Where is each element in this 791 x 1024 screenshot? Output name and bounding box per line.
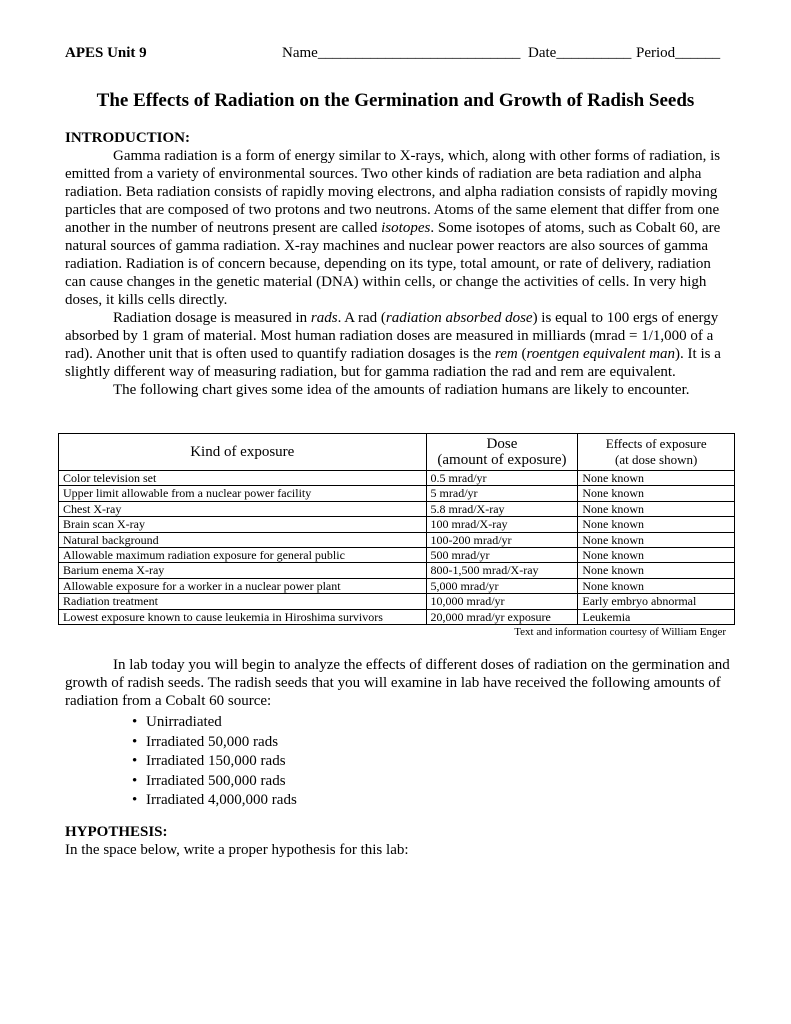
dose-cell: 100 mrad/X-ray xyxy=(426,517,578,532)
effect-cell: None known xyxy=(578,471,735,486)
effects-header-line2: (at dose shown) xyxy=(615,452,698,467)
intro-p2-c: ) is equal to 100 ergs of energy absorbed by 1 gram of material. Most human radiation doses are measured in milliards (mrad = 1/1,000 of a rad). Another unit that is often used to quantify radiation dosages is the xyxy=(65,310,719,362)
intro-paragraph-3: The following chart gives some idea of the amounts of radiation humans are likely to encounter. xyxy=(113,382,690,398)
effect-cell: Early embryo abnormal xyxy=(578,594,735,609)
kind-cell: Allowable exposure for a worker in a nuclear power plant xyxy=(59,578,427,593)
hypothesis-section xyxy=(65,823,730,859)
kind-cell: Natural background xyxy=(59,532,427,547)
introduction-heading: INTRODUCTION: xyxy=(65,130,191,146)
kind-cell: Color television set xyxy=(59,471,427,486)
kind-cell: Radiation treatment xyxy=(59,594,427,609)
dose-cell: 20,000 mrad/yr exposure xyxy=(426,609,578,624)
dose-cell: 5 mrad/yr xyxy=(426,486,578,501)
isotopes-term: isotopes xyxy=(381,220,431,236)
dose-cell: 500 mrad/yr xyxy=(426,548,578,563)
table-row xyxy=(59,471,735,486)
effect-cell: None known xyxy=(578,501,735,516)
dose-cell: 5,000 mrad/yr xyxy=(426,578,578,593)
dose-header-line1: Dose xyxy=(486,436,518,452)
intro-p1-end: . Some isotopes of atoms, such as Cobalt 60, are natural sources of gamma radiation. X-ray machines and nuclear power reactors are also sources of gamma radiation. Radiation is of concern because, depending on its type, total amount, or rate of delivery, radiation can cause changes in the genetic material (DNA) within cells, or change the activities of cells. In very high doses, it kills cells directly. xyxy=(65,220,721,308)
effect-cell: None known xyxy=(578,563,735,578)
effect-cell: None known xyxy=(578,517,735,532)
introduction-section xyxy=(65,129,730,399)
list-item: • Irradiated 500,000 rads xyxy=(130,772,730,792)
name-field: Name___________________________ xyxy=(282,45,521,61)
kind-cell: Chest X-ray xyxy=(59,501,427,516)
kind-cell: Lowest exposure known to cause leukemia in Hiroshima survivors xyxy=(59,609,427,624)
intro-paragraph-2 xyxy=(65,309,730,381)
effect-cell: Leukemia xyxy=(578,609,735,624)
intro-p2-e: ). It is a slightly different way of measuring radiation, but for gamma radiation the rad and rem are equivalent. xyxy=(65,346,721,380)
intro-p2-b: . A rad ( xyxy=(337,310,386,326)
dose-cell: 10,000 mrad/yr xyxy=(426,594,578,609)
effect-cell: None known xyxy=(578,532,735,547)
effect-cell: None known xyxy=(578,486,735,501)
table-row xyxy=(59,594,735,609)
kind-header: Kind of exposure xyxy=(59,434,427,471)
hypothesis-instruction: In the space below, write a proper hypothesis for this lab: xyxy=(65,842,409,858)
intro-p2-a: Radiation dosage is measured in xyxy=(113,310,308,326)
effects-header-line1: Effects of exposure xyxy=(605,436,707,451)
table-row xyxy=(59,563,735,578)
lab-paragraph: In lab today you will begin to analyze the effects of different doses of radiation on the germination and growth of radish seeds. The radish seeds that you will examine in lab have received the following amounts of radiation from a Cobalt 60 source: xyxy=(65,657,730,709)
radiation-exposure-table xyxy=(58,433,735,625)
kind-cell: Upper limit allowable from a nuclear power facility xyxy=(59,486,427,501)
dose-cell: 5.8 mrad/X-ray xyxy=(426,501,578,516)
dose-header xyxy=(426,434,578,471)
dose-header-line2: (amount of exposure) xyxy=(437,452,567,468)
dose-list xyxy=(65,713,730,811)
list-item: • Irradiated 50,000 rads xyxy=(130,733,730,753)
rem-definition: roentgen equivalent man xyxy=(526,346,676,362)
table-row xyxy=(59,578,735,593)
intro-p2-d: ( xyxy=(521,346,527,362)
intro-p1-text: Gamma radiation is a form of energy similar to X-rays, which, along with other forms of radiation, is emitted from a variety of environmental sources. Two other kinds of radiation are beta radiation and alpha radiation. Beta radiation consists of rapidly moving electrons, and alpha radiation consists of rapidly moving particles that are composed of two protons and two neutrons. Atoms of the same element that differ from one another in the number of neutrons present are called xyxy=(65,148,721,236)
dose-cell: 0.5 mrad/yr xyxy=(426,471,578,486)
kind-cell: Brain scan X-ray xyxy=(59,517,427,532)
table-row xyxy=(59,609,735,624)
table-row xyxy=(59,532,735,547)
list-item: • Irradiated 4,000,000 rads xyxy=(130,791,730,811)
kind-cell: Allowable maximum radiation exposure for general public xyxy=(59,548,427,563)
unit-label: APES Unit 9 xyxy=(65,45,147,61)
rads-term: rads xyxy=(310,310,338,326)
effects-header xyxy=(578,434,735,471)
hypothesis-heading: HYPOTHESIS: xyxy=(65,824,168,840)
rad-definition: radiation absorbed dose xyxy=(385,310,533,326)
table-credit: Text and information courtesy of William Enger xyxy=(514,626,726,638)
effect-cell: None known xyxy=(578,578,735,593)
lab-section xyxy=(65,656,730,811)
rem-term: rem xyxy=(494,346,518,362)
table-header-row xyxy=(59,434,735,471)
kind-cell: Barium enema X-ray xyxy=(59,563,427,578)
dose-cell: 800-1,500 mrad/X-ray xyxy=(426,563,578,578)
period-field: Period______ xyxy=(636,45,721,61)
table-row xyxy=(59,548,735,563)
list-item: • Unirradiated xyxy=(130,713,730,733)
intro-paragraph-1 xyxy=(65,147,730,309)
dose-cell: 100-200 mrad/yr xyxy=(426,532,578,547)
table-row xyxy=(59,486,735,501)
list-item: • Irradiated 150,000 rads xyxy=(130,752,730,772)
worksheet-header xyxy=(65,45,727,67)
effect-cell: None known xyxy=(578,548,735,563)
page-title: The Effects of Radiation on the Germination and Growth of Radish Seeds xyxy=(96,90,695,111)
table-row xyxy=(59,517,735,532)
date-field: Date__________ xyxy=(528,45,632,61)
table-row xyxy=(59,501,735,516)
